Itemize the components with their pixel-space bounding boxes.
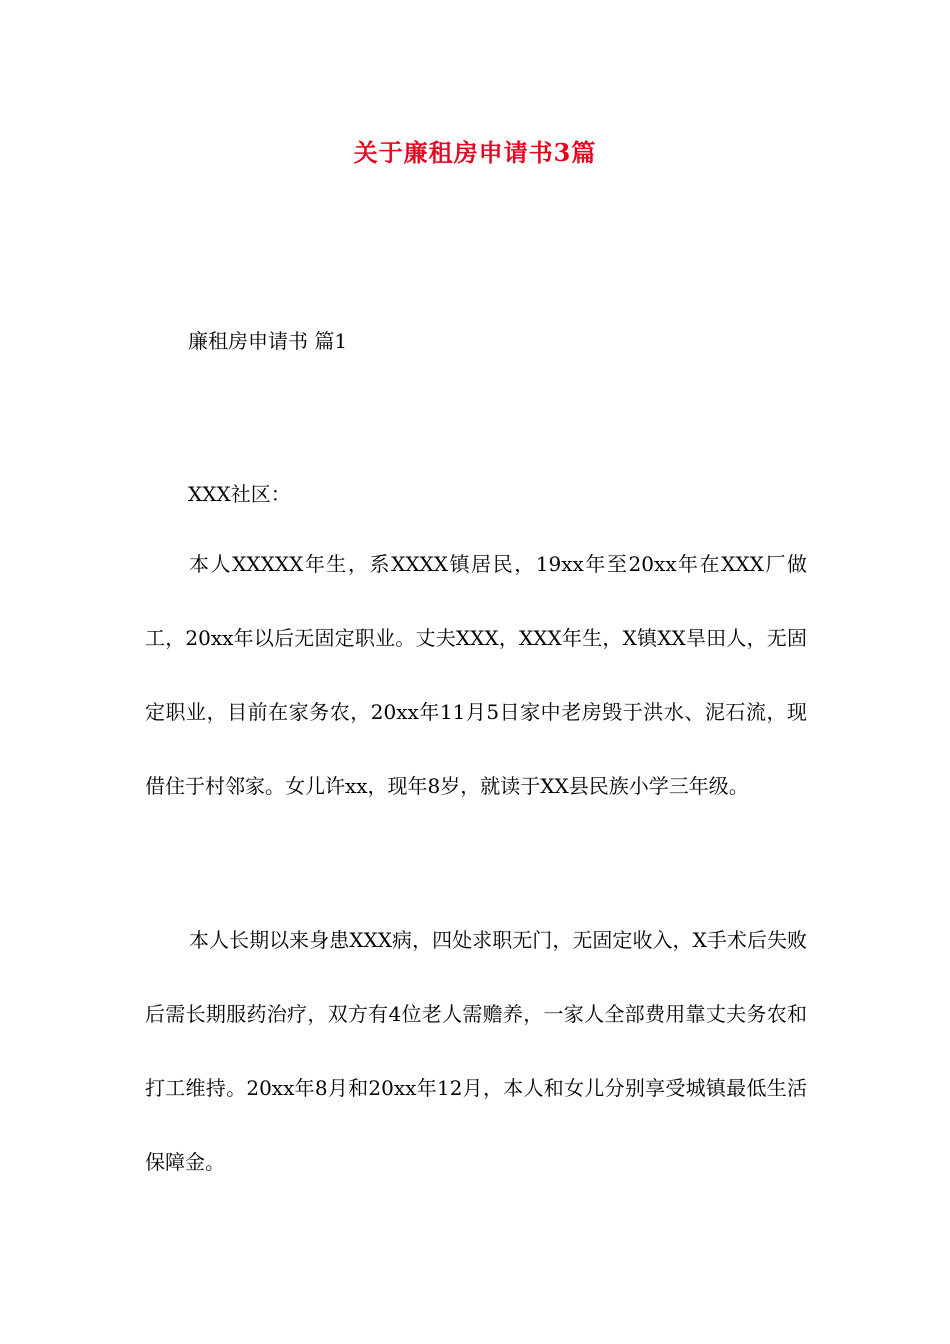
body-paragraph: 本人XXXXX年生，系XXXX镇居民，19xx年至20xx年在XXX厂做工，20xx年以后无固定职业。丈夫XXX，XXX年生，X镇XX旱田人，无固定职业，目前在家务农，20xx年11月5日家中老房毁于洪水、泥石流，现借住于村邻家。女儿许xx，现年8岁，就读于XX县民族小学三年级。	[145, 552, 807, 798]
body-paragraph: 本人长期以来身患XXX病，四处求职无门，无固定收入，X手术后失败后需长期服药治疗，双方有4位老人需赡养，一家人全部费用靠丈夫务农和打工维持。20xx年8月和20xx年12月，本人和女儿分别享受城镇最低生活保障金。	[145, 928, 807, 1174]
section-heading: 廉租房申请书 篇1	[188, 329, 348, 353]
document-title: 关于廉租房申请书3篇	[353, 138, 597, 167]
salutation: XXX社区：	[188, 482, 291, 506]
